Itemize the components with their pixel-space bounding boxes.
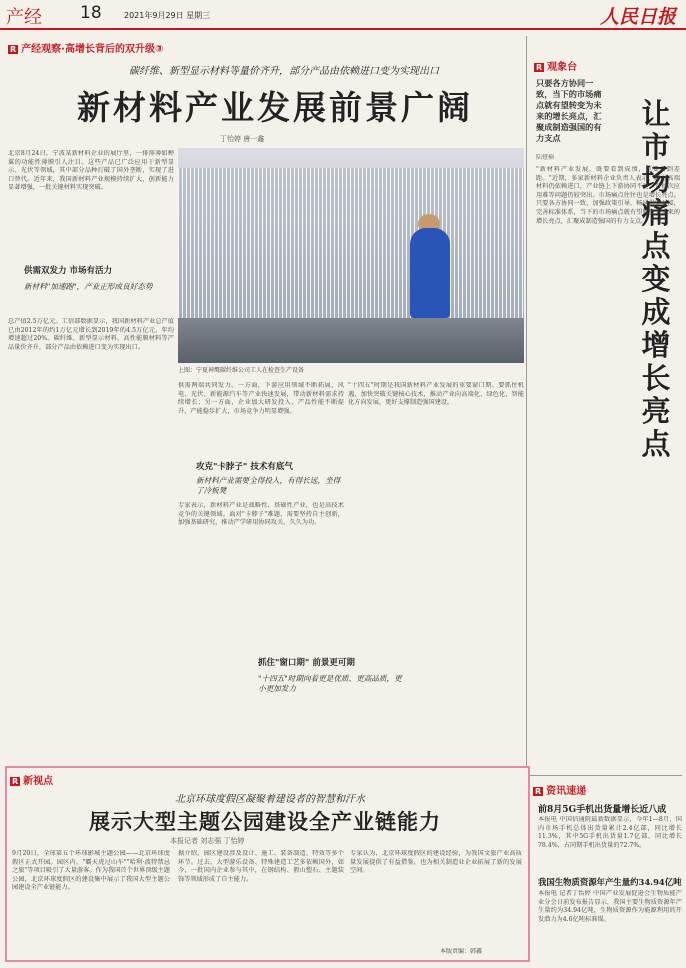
main-body-3: 供需两端共同发力。一方面，下游应用领域不断拓展，风电、光伏、新能源汽车等产业快速发展，带动新材料需求持续增长；另一方面，企业加大研发投入，产品性能不断提升，产能稳步扩大，市场竞争力明显增强。 <box>178 382 344 415</box>
main-column-label: R 产经观察·高增长背后的双升级③ <box>10 44 164 55</box>
column-mark-icon: R <box>12 777 19 786</box>
brief-body-1: 本报电 中国信通院最新数据显示，今年1—8月，国内市场手机总体出货量累计2.4亿部，同比增长11.3%，其中5G手机出货量1.7亿部，同比增长78.4%，占同期手机出货量的72.7%。 <box>538 816 682 849</box>
main-body-1: 北京8月24日，宁波某新材料企业的展厅里，一排排薄如蝉翼的功能性薄膜引人注目。这些产品已广泛应用于新型显示、光伏等领域，其中部分品种打破了国外垄断，实现了进口替代。近年来，我国新材料产业规模持续扩大，创新能力显著增强，一批关键材料实现突破。 <box>8 150 174 192</box>
bottom-body-3: 专家认为，北京环球度假区的建设经验，为我国文旅产业高质量发展提供了有益借鉴，也为相关制造业企业拓展了新的发展空间。 <box>350 850 522 875</box>
section2-subtitle: 新材料产业需要全得投入，有得长远，坐得了冷板凳 <box>196 476 341 495</box>
main-subhead: 碳纤维、新型显示材料等量价齐升，部分产品由依赖进口变为实现出口 <box>129 66 439 77</box>
worker-figure <box>410 228 450 318</box>
column-mark-icon: R <box>535 787 542 796</box>
bottom-body-1: 9月20日，全球第五个环球影城主题公园——北京环球度假区正式开园。园区内，"霸天虎过山车""哈利·波特禁忌之旅"等项目吸引了大量游客。作为我国首个世界顶级主题公园，北京环球度假区的建设集中展示了我国大型主题公园建设全产业链能力。 <box>12 850 170 892</box>
section3-title: 抓住"窗口期" 前景更可期 <box>258 658 355 668</box>
main-body-4: 专家表示，新材料产业是战略性、基础性产业，也是高技术竞争的关键领域。面对"卡脖子"难题，需要坚持自主创新，加强基础研究，推动产学研用协同攻关，久久为功。 <box>178 502 344 527</box>
brief-body-2: 本报电 记者丁怡婷 中国产业发展促进会生物质能产业分会日前发布报告显示，我国主要生物质资源年产生量约为34.94亿吨，生物质资源作为能源利用的开发潜力为4.6亿吨标准煤。 <box>538 890 682 923</box>
page-number: 18 <box>80 3 102 23</box>
side-headline: 让市场痛点变成增长亮点 <box>641 97 671 461</box>
briefs-column-label: R 资讯速递 <box>535 786 587 797</box>
section2-title: 攻克"卡脖子" 技术有底气 <box>196 462 293 472</box>
masthead-logo: 人民日报 <box>599 6 676 28</box>
bottom-subhead: 北京环球度假区凝聚着建设者的智慧和汗水 <box>175 794 365 805</box>
section3-subtitle: "十四五"时期向着更是优质、更高品质，更小更加发力 <box>258 674 402 693</box>
main-body-5: "十四五"时期是我国新材料产业发展的重要窗口期。要抓住机遇，加快突破关键核心技术，推动产业向高端化、绿色化、智能化方向发展，更好支撑制造强国建设。 <box>348 382 524 407</box>
section1-subtitle: 新材料"加速跑"，产业正形成良好态势 <box>24 282 153 291</box>
page-editor: 本版责编：韩鑫 <box>440 948 483 955</box>
main-headline: 新材料产业发展前景广阔 <box>77 88 473 127</box>
bottom-column-label: R 新视点 <box>12 776 54 787</box>
bottom-byline: 本报记者 刘志强 丁怡婷 <box>170 837 245 845</box>
column-mark-icon: R <box>10 45 17 54</box>
main-byline: 丁怡婷 唐一鑫 <box>220 135 265 143</box>
column-mark-icon: R <box>536 63 543 72</box>
factory-photo <box>178 148 524 363</box>
bottom-headline: 展示大型主题公园建设全产业链能力 <box>89 809 441 834</box>
fiber-threads <box>178 168 524 318</box>
machine <box>178 318 524 363</box>
page-header <box>0 0 686 30</box>
main-body-2: 总产值2.5万亿元。工信部数据显示，我国新材料产业总产值已由2012年的约1万亿元增长到2019年的4.5万亿元，年均增速超过20%。碳纤维、新型显示材料、高性能膜材料等产品量价齐升，部分产品由依赖进口变为实现出口。 <box>8 318 174 351</box>
side-body: "新材料产业发展，既要看到成绩，也要看到差距。"近期，多家新材料企业负责人表示，部分高端材料仍依赖进口，产业链上下游协同不足，首批次应用难等问题仍较突出。市场痛点往往也是增长亮点。只要各方协同一致，加强政策引导，畅通供需对接，完善标准体系，当下的市场痛点就有望转变为未来的增长亮点，汇聚成制造强国的有力支点。 <box>536 166 680 225</box>
side-author: 陆娅楠 <box>536 154 555 161</box>
side-column-label: R 观象台 <box>536 62 578 73</box>
column-divider <box>526 36 527 766</box>
brief-title-2: 我国生物质资源年产生量约34.94亿吨 <box>538 877 682 887</box>
bottom-body-2: 据介绍，园区建设涉及设计、施工、装备制造、特效等多个环节。过去，大型游乐设备、特殊建造工艺多依赖国外，如今，一批国内企业参与其中，在钢结构、假山塑石、主题装饰等领域形成了自主能力。 <box>178 850 344 883</box>
section-name: 产经 <box>6 7 42 28</box>
issue-date: 2021年9月29日 星期三 <box>124 11 211 20</box>
photo-caption: 上图：宁夏神鹰碳纤维公司工人在检查生产设备 <box>178 367 305 374</box>
side-quote: 只要各方协同一致，当下的市场痛点就有望转变为未来的增长亮点，汇聚成制造强国的有力支点 <box>536 78 602 143</box>
brief-divider <box>530 775 682 776</box>
brief-title-1: 前8月5G手机出货量增长近八成 <box>538 805 667 815</box>
section1-title: 供需双发力 市场有活力 <box>24 266 112 276</box>
